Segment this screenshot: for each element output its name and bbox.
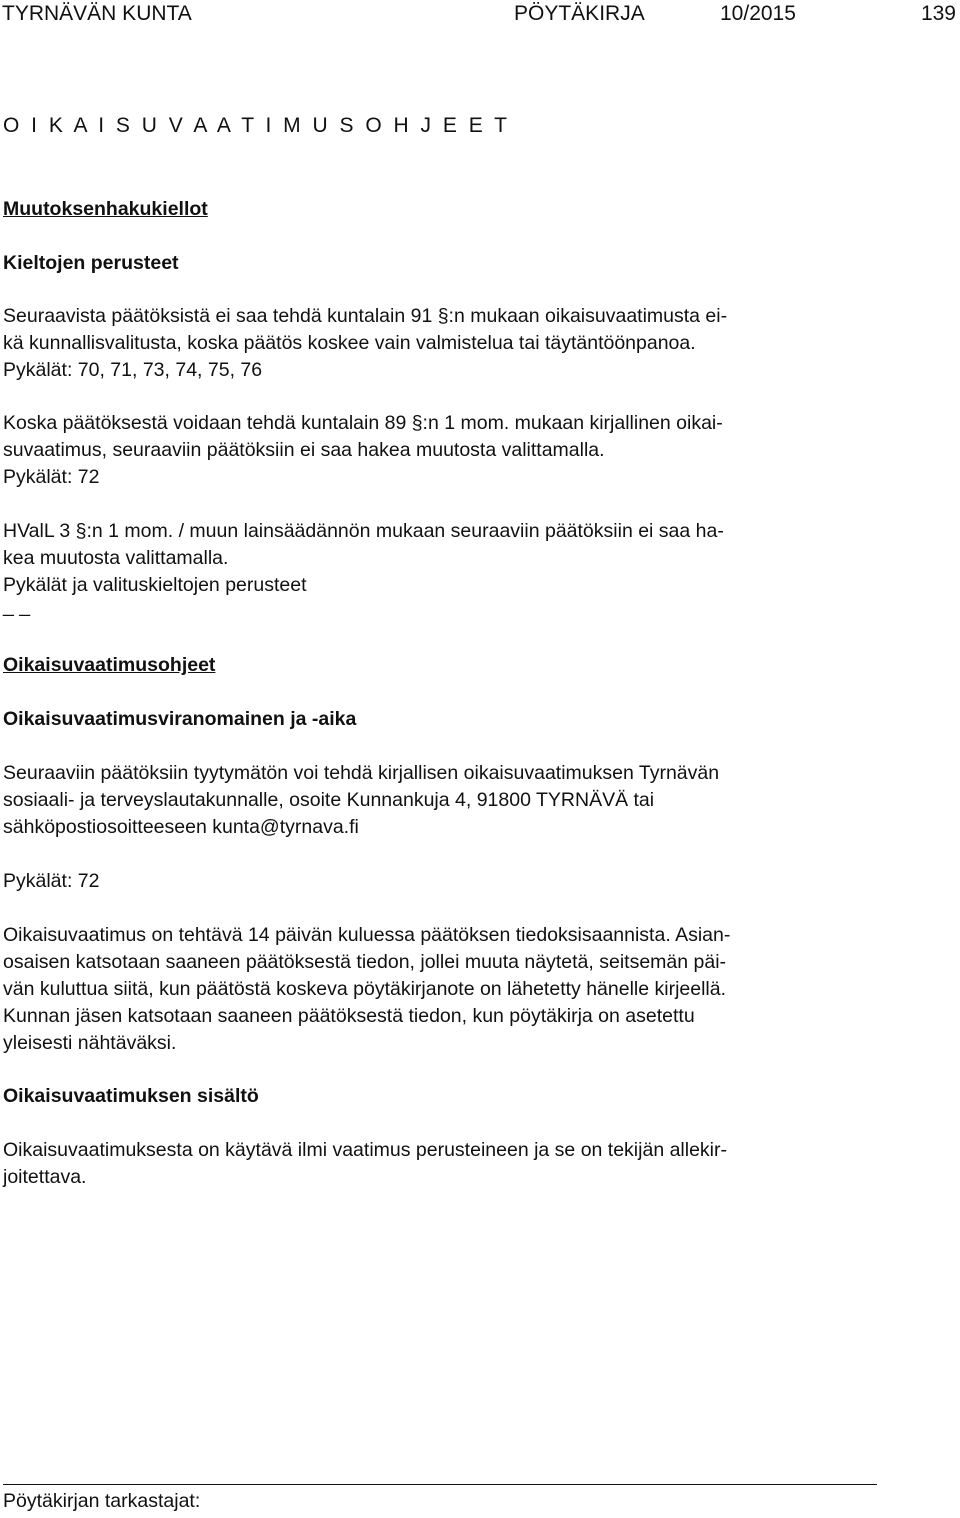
page-title: O I K A I S U V A A T I M U S O H J E E T	[3, 114, 510, 137]
text-line: Oikaisuvaatimuksesta on käytävä ilmi vaatimus perusteineen ja se on tekijän allekir-	[3, 1139, 728, 1161]
subheading-viranomainen-ja-aika: Oikaisuvaatimusviranomainen ja -aika	[3, 708, 357, 730]
text-line: Pykälät: 72	[3, 466, 100, 488]
text-line: sosiaali- ja terveyslautakunnalle, osoite Kunnankuja 4, 91800 TYRNÄVÄ tai	[3, 789, 655, 811]
paragraph-valmistelu	[3, 303, 873, 384]
section-heading-sisalto: Oikaisuvaatimuksen sisältö	[3, 1085, 259, 1107]
footer-divider	[3, 1484, 877, 1485]
section-heading-muutoksenhakukiellot: Muutoksenhakukiellot	[3, 198, 208, 220]
section-heading-oikaisuvaatimusohjeet: Oikaisuvaatimusohjeet	[3, 654, 216, 676]
text-line: yleisesti nähtäväksi.	[3, 1032, 177, 1054]
text-line: kea muutosta valittamalla.	[3, 547, 229, 569]
text-line: Oikaisuvaatimus on tehtävä 14 päivän kuluessa päätöksen tiedoksisaannista. Asian-	[3, 924, 731, 946]
text-line: Seuraavista päätöksistä ei saa tehdä kuntalain 91 §:n mukaan oikaisuvaatimusta ei-	[3, 305, 728, 327]
document-number: 10/2015	[720, 2, 796, 25]
text-line: Pykälät ja valituskieltojen perusteet	[3, 574, 307, 596]
paragraph-viranomainen	[3, 760, 873, 841]
text-line: Seuraaviin päätöksiin tyytymätön voi tehdä kirjallisen oikaisuvaatimuksen Tyrnävän	[3, 762, 720, 784]
text-line: _ _	[3, 595, 31, 617]
page-header	[0, 2, 960, 30]
text-line: sähköpostiosoitteeseen kunta@tyrnava.fi	[3, 816, 359, 838]
pykalat-line: Pykälät: 72	[3, 870, 100, 892]
text-line: joitettava.	[3, 1166, 87, 1188]
footer-label: Pöytäkirjan tarkastajat:	[3, 1490, 201, 1512]
paragraph-oikaisuvaatimus	[3, 410, 873, 491]
text-line: Kunnan jäsen katsotaan saaneen päätöksestä tiedon, kun pöytäkirja on asetettu	[3, 1005, 695, 1027]
paragraph-aika	[3, 922, 873, 1057]
text-line: HValL 3 §:n 1 mom. / muun lainsäädännön mukaan seuraaviin päätöksiin ei saa ha-	[3, 520, 724, 542]
text-line: suvaatimus, seuraaviin päätöksiin ei saa hakea muutosta valittamalla.	[3, 439, 605, 461]
paragraph-sisalto	[3, 1137, 873, 1191]
subheading-kieltojen-perusteet: Kieltojen perusteet	[3, 252, 179, 274]
text-line: osaisen katsotaan saaneen päätöksestä tiedon, jollei muuta näytetä, seitsemän päi-	[3, 951, 727, 973]
text-line: Koska päätöksestä voidaan tehdä kuntalain 89 §:n 1 mom. mukaan kirjallinen oikai-	[3, 412, 723, 434]
municipality-name: TYRNÄVÄN KUNTA	[2, 2, 192, 25]
page-number: 139	[920, 2, 956, 25]
text-line: kä kunnallisvalitusta, koska päätös koskee vain valmistelua tai täytäntöönpanoa.	[3, 332, 696, 354]
paragraph-hvall	[3, 518, 873, 620]
text-line: vän kuluttua siitä, kun päätöstä koskeva pöytäkirjanote on lähetetty hänelle kirjeellä.	[3, 978, 727, 1000]
document-type: PÖYTÄKIRJA	[514, 2, 645, 25]
text-line: Pykälät: 70, 71, 73, 74, 75, 76	[3, 359, 263, 381]
